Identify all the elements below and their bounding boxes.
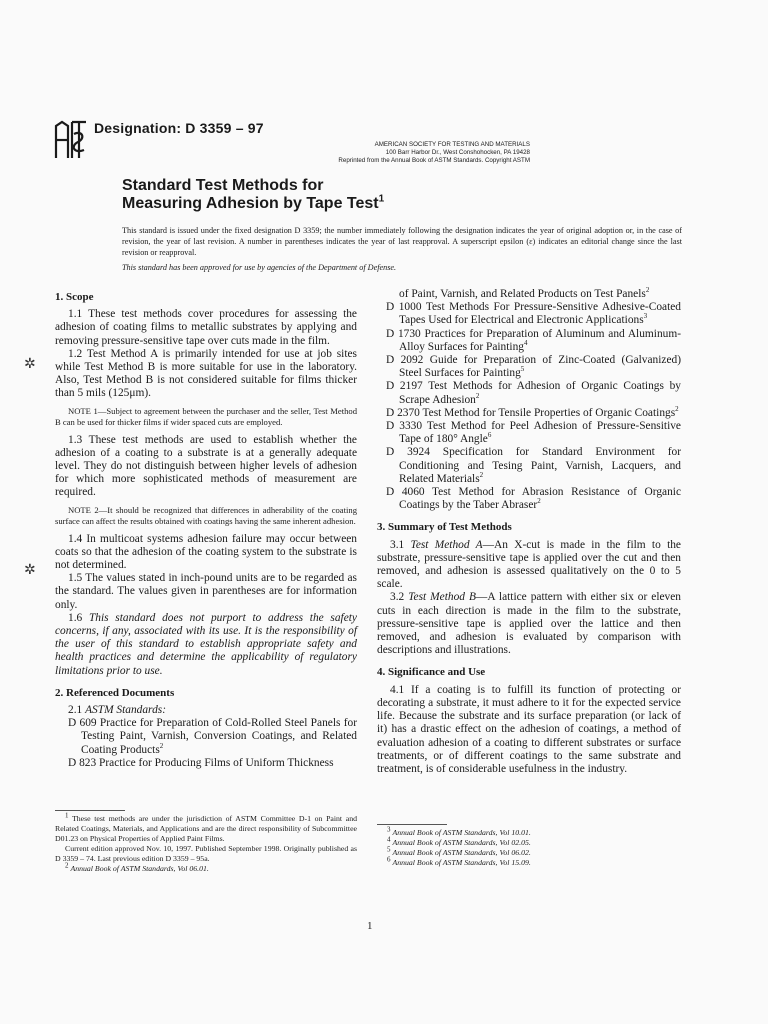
paragraph: 1.5 The values stated in inch-pound units are to be regarded as the standard. The values given in parentheses are for information only.: [55, 572, 357, 611]
designation: Designation: D 3359 – 97: [94, 120, 264, 136]
footnotes-right: [377, 825, 681, 868]
reference-text: D 609 Practice for Preparation of Cold-Rolled Steel Panels for Testing Paint, Varnish, Conversion Coatings, and Related Coating Products: [68, 717, 357, 756]
section-heading: 4. Significance and Use: [377, 666, 486, 679]
subheading: ASTM Standards:: [85, 704, 166, 717]
footnote-text: Annual Book of ASTM Standards, Vol 10.01.: [392, 828, 531, 837]
reference-item: [55, 717, 357, 757]
reference-text: D 4060 Test Method for Abrasion Resistance of Organic Coatings by the Taber Abraser: [386, 486, 681, 512]
footnote-ref: 6: [487, 431, 492, 440]
footnote-text: Annual Book of ASTM Standards, Vol 02.05.: [392, 838, 531, 847]
paragraph: 1.1 These test methods cover procedures for assessing the adhesion of coating films to metallic substrates by applying and removing pressure-sensitive tape over cuts made in the film.: [55, 308, 357, 347]
footnote-ref: 2: [537, 497, 541, 506]
footnote-ref: 1: [378, 193, 385, 205]
footnote-ref: 2: [479, 471, 484, 480]
method-label: Test Method B: [408, 591, 476, 604]
publisher-line: 100 Barr Harbor Dr., West Conshohocken, PA 19428: [385, 149, 530, 156]
footnote-text: Annual Book of ASTM Standards, Vol 06.02.: [392, 848, 531, 857]
method-label: Test Method A: [410, 538, 483, 551]
reference-text: D 2197 Test Methods for Adhesion of Organic Coatings by Scrape Adhesion: [386, 380, 681, 406]
footnotes-left: [55, 811, 357, 874]
astm-logo: [52, 118, 90, 162]
footnote-number: 3: [387, 825, 391, 834]
document-title: [122, 177, 384, 213]
left-column: [55, 288, 357, 770]
footnote-number: 1: [65, 811, 69, 820]
safety-statement: This standard does not purport to address the safety concerns, if any, associated with its use. It is the responsibility of the user of this standard to establish appropriate safety and health practices and determine the applicability of regulatory limitations prior to use.: [55, 611, 357, 677]
paragraph: 4.1 If a coating is to fulfill its function of protecting or decorating a substrate, it must adhere to it for the expected service life. Because the substrate and its surface preparation (or lack of it) has a drastic effect on the adhesion of coatings, a method of evaluation adhesion of a coating to different substrates or surface treatments, or of different coatings to the same substrate and treatment, is of considerable usefulness in the industry.: [377, 683, 681, 775]
paragraph: 1.3 These test methods are used to establish whether the adhesion of a coating to a substrate is at a generally adequate level. They do not distinguish between higher levels of adhesion for which more sophisticated methods of measurement are required.: [55, 433, 357, 499]
footnote: [377, 845, 681, 858]
reference-item: [377, 446, 681, 486]
footnote-ref: 2: [645, 286, 650, 295]
note: NOTE 1—Subject to agreement between the purchaser and the seller, Test Method B can be used for thicker films if wider spaced cuts are employed.: [55, 405, 357, 427]
footnote-ref: 2: [159, 741, 164, 750]
title-text: Measuring Adhesion by Tape Test: [122, 195, 379, 212]
reference-item: [377, 288, 681, 301]
dod-note: This standard has been approved for use by agencies of the Department of Defense.: [122, 263, 397, 272]
footnote-ref: 3: [643, 312, 648, 321]
page-number: 1: [367, 920, 373, 932]
reference-item: [377, 328, 681, 354]
paragraph: 1.4 In multicoat systems adhesion failure may occur between coats so that the adhesion of the coating system to the substrate is not determined.: [55, 532, 357, 572]
paragraph: [55, 704, 357, 717]
paragraph: [377, 591, 681, 657]
reference-item: [377, 380, 681, 406]
reference-item: D 823 Practice for Producing Films of Uniform Thickness: [68, 756, 334, 769]
reference-item: [377, 486, 681, 512]
paragraph-text: —A lattice pattern with either six or eleven cuts in each direction is made in the film to the substrate, pressure-sensitive tape is applied over the lattice and then removed, and adhesion is evaluated by comparison with descriptions and illustrations.: [377, 591, 681, 657]
title-line-2: [122, 195, 384, 213]
footnote-text: These test methods are under the jurisdiction of ASTM Committee D-1 on Paint and Related Coatings, Materials, and Applications and are the direct responsibility of Subcommittee D01.23 on Physical Properties of Applied Paint Films.: [55, 814, 357, 843]
footnote: [55, 811, 357, 844]
revision-mark-icon: ✲: [24, 356, 36, 372]
footnote: [377, 825, 681, 838]
reference-text: D 3330 Test Method for Peel Adhesion of Pressure-Sensitive Tape of 180° Angle: [386, 420, 681, 446]
note: NOTE 2—It should be recognized that differences in adherability of the coating surface can affect the results obtained with coatings having the same inherent adhesion.: [55, 504, 357, 526]
reference-text: D 2092 Guide for Preparation of Zinc-Coated (Galvanized) Steel Surfaces for Painting: [386, 354, 681, 380]
standard-note: This standard is issued under the fixed designation D 3359; the number immediately following the designation indicates the year of original adoption or, in the case of revision, the year of last revision. A number in parentheses indicates the year of last reapproval. A superscript epsilon (ε) indicates an editorial change since the last revision or reapproval.: [122, 226, 682, 258]
footnote: [55, 861, 357, 874]
publisher-line: AMERICAN SOCIETY FOR TESTING AND MATERIALS: [374, 141, 530, 148]
footnote-ref: 2: [475, 391, 480, 400]
reference-text: D 3924 Specification for Standard Environment for Conditioning and Tesing Paint, Varnish, Lacquers, and Related Materials: [386, 446, 681, 485]
reference-item: [377, 354, 681, 380]
footnote: Current edition approved Nov. 10, 1997. Published September 1998. Originally published as D 3359 – 74. Last previous edition D 3359 – 95a.: [55, 844, 357, 863]
paragraph-number: 3.1: [390, 538, 411, 551]
reference-text: of Paint, Varnish, and Related Products on Test Panels: [399, 288, 646, 300]
footnote-number: 4: [387, 835, 391, 844]
section-heading: 1. Scope: [55, 291, 94, 303]
footnote-ref: 4: [523, 339, 528, 348]
reference-text: D 2370 Test Method for Tensile Properties of Organic Coatings: [386, 406, 676, 419]
reference-text: D 1730 Practices for Preparation of Aluminum and Aluminum-Alloy Surfaces for Painting: [386, 327, 681, 353]
right-column: [377, 288, 681, 776]
reference-item: [377, 301, 681, 327]
section-heading: 2. Referenced Documents: [55, 686, 175, 699]
section-heading: 3. Summary of Test Methods: [377, 521, 512, 534]
footnote-ref: 2: [675, 405, 679, 414]
reference-item: [377, 420, 681, 446]
reference-item: [377, 407, 681, 420]
paragraph: [55, 612, 357, 678]
paragraph-number: 3.2: [390, 591, 409, 604]
footnote-text: Annual Book of ASTM Standards, Vol 15.09.: [392, 858, 531, 867]
footnote-number: 6: [387, 855, 391, 864]
footnote-number: 5: [387, 845, 391, 854]
paragraph-number: 2.1: [68, 704, 86, 717]
footnote-text: Annual Book of ASTM Standards, Vol 06.01.: [70, 864, 209, 873]
reference-text: D 1000 Test Methods For Pressure-Sensitive Adhesive-Coated Tapes Used for Electrical and Electronic Applications: [386, 301, 681, 327]
footnote-number: 2: [65, 861, 69, 870]
footnote: [377, 855, 681, 868]
paragraph: [377, 539, 681, 592]
footnote-ref: 5: [520, 365, 525, 374]
paragraph: 1.2 Test Method A is primarily intended for use at job sites while Test Method B is more suitable for use in the laboratory. Also, Test Method B is not considered suitable for films thicker than 5 mils (125μm).: [55, 347, 357, 400]
revision-mark-icon: ✲: [24, 562, 36, 578]
publisher-line: Reprinted from the Annual Book of ASTM Standards. Copyright ASTM: [338, 157, 530, 164]
title-line-1: Standard Test Methods for: [122, 177, 324, 194]
footnote: [377, 835, 681, 848]
paragraph-number: 1.6: [68, 611, 89, 624]
paragraph-text: —An X-cut is made in the film to the substrate, pressure-sensitive tape is applied over the cut and then removed, and adhesion is assessed qualitatively on the 0 to 5 scale.: [377, 538, 681, 591]
publisher-block: [240, 141, 530, 165]
